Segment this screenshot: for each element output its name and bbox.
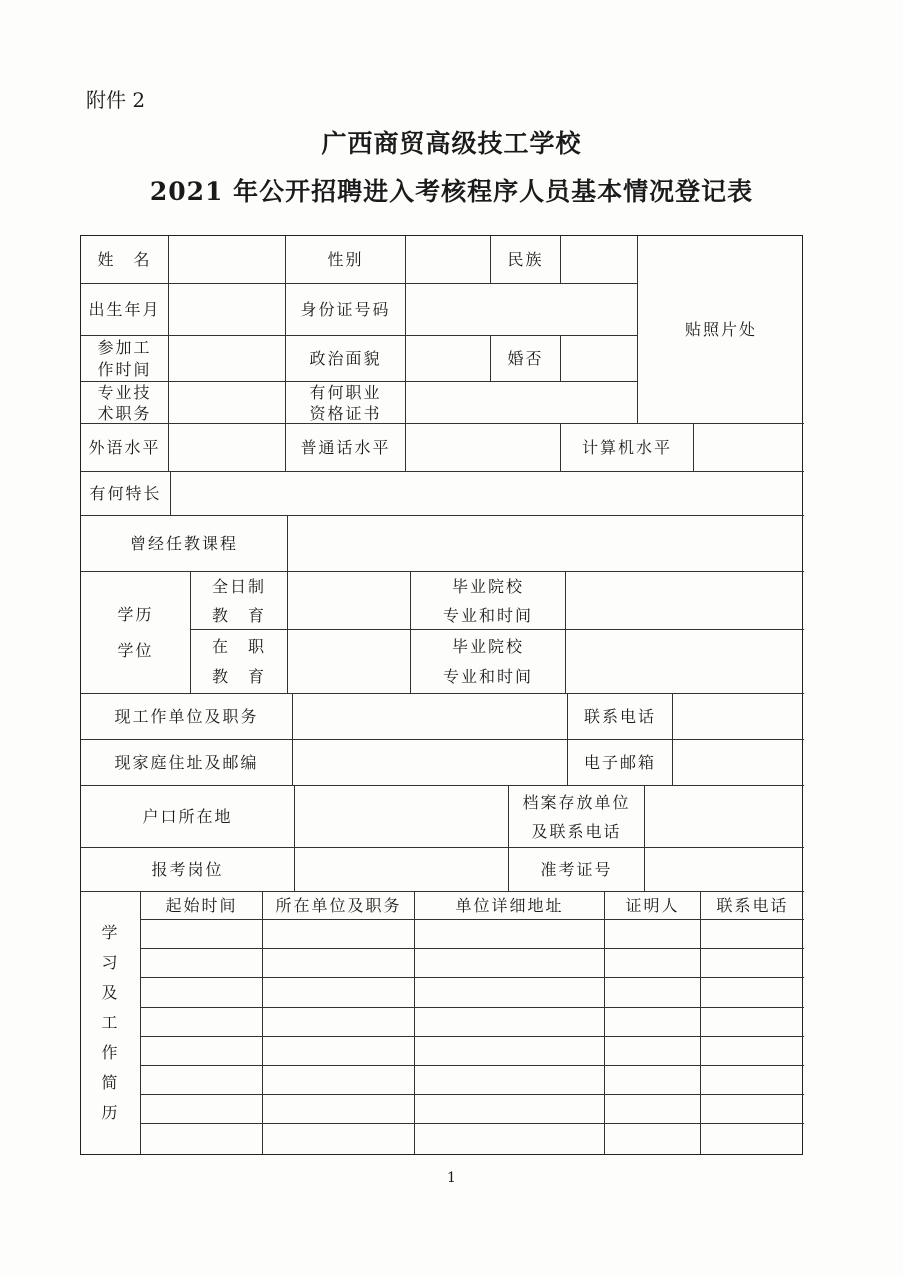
field-mandarin[interactable] [406, 424, 561, 472]
label-archive [509, 786, 645, 848]
resume-header-address: 单位详细地址 [415, 892, 605, 920]
label-resume [81, 892, 141, 1154]
field-inservice-school[interactable] [566, 630, 804, 694]
label-certificate-line2: 资格证书 [309, 403, 382, 423]
field-birth[interactable] [169, 284, 286, 336]
resume-cell[interactable] [415, 1037, 605, 1066]
resume-header-start-time: 起始时间 [141, 892, 263, 920]
field-position[interactable] [295, 848, 509, 892]
attachment-label: 附件 2 [86, 88, 146, 112]
resume-cell[interactable] [701, 1124, 804, 1154]
resume-char: 习 [101, 953, 120, 972]
label-courses: 曾经任教课程 [81, 516, 288, 572]
field-archive[interactable] [645, 786, 804, 848]
field-political[interactable] [406, 336, 491, 382]
label-certificate [286, 382, 406, 424]
label-gender: 性别 [286, 236, 406, 284]
resume-cell[interactable] [415, 1095, 605, 1124]
label-work-start [81, 336, 169, 382]
resume-cell[interactable] [701, 1037, 804, 1066]
label-fulltime-school [411, 572, 566, 630]
field-inservice-education[interactable] [288, 630, 411, 694]
resume-cell[interactable] [415, 1008, 605, 1037]
resume-cell[interactable] [605, 920, 701, 949]
label-inservice-school-line2: 专业和时间 [442, 666, 533, 686]
label-email: 电子邮箱 [568, 740, 673, 786]
label-archive-line1: 档案存放单位 [522, 792, 631, 812]
label-inservice-school-line1: 毕业院校 [451, 636, 524, 656]
resume-cell[interactable] [701, 1008, 804, 1037]
field-certificate[interactable] [406, 382, 638, 424]
resume-cell[interactable] [263, 1037, 415, 1066]
label-hukou: 户口所在地 [81, 786, 295, 848]
label-employer: 现工作单位及职务 [81, 694, 293, 740]
photo-label: 贴照片处 [684, 320, 757, 339]
label-certificate-line1: 有何职业 [309, 382, 382, 402]
resume-cell[interactable] [605, 1124, 701, 1154]
label-work-start-line2: 作时间 [97, 359, 152, 379]
field-courses[interactable] [288, 516, 804, 572]
label-inservice-line2: 教 育 [211, 666, 266, 686]
resume-cell[interactable] [605, 1066, 701, 1095]
label-position: 报考岗位 [81, 848, 295, 892]
label-specialty: 有何特长 [81, 472, 171, 516]
label-inservice [191, 630, 288, 694]
field-name[interactable] [169, 236, 286, 284]
field-marital[interactable] [561, 336, 638, 382]
resume-char: 及 [101, 983, 120, 1002]
resume-char: 工 [101, 1013, 120, 1032]
registration-form-table [80, 235, 803, 1155]
resume-cell[interactable] [141, 1066, 263, 1095]
label-address: 现家庭住址及邮编 [81, 740, 293, 786]
label-fulltime [191, 572, 288, 630]
label-archive-line2: 及联系电话 [531, 821, 622, 841]
label-mandarin: 普通话水平 [286, 424, 406, 472]
resume-header-witness: 证明人 [605, 892, 701, 920]
label-fulltime-line1: 全日制 [211, 576, 266, 596]
resume-cell[interactable] [605, 978, 701, 1007]
label-name: 姓 名 [81, 236, 169, 284]
resume-cell[interactable] [415, 1124, 605, 1154]
resume-cell[interactable] [263, 1124, 415, 1154]
field-email[interactable] [673, 740, 804, 786]
field-computer[interactable] [694, 424, 804, 472]
resume-cell[interactable] [141, 1008, 263, 1037]
resume-cell[interactable] [141, 978, 263, 1007]
resume-cell[interactable] [701, 1095, 804, 1124]
resume-cell[interactable] [263, 1008, 415, 1037]
resume-cell[interactable] [605, 949, 701, 978]
resume-cell[interactable] [141, 1124, 263, 1154]
resume-cell[interactable] [701, 949, 804, 978]
resume-char: 简 [101, 1073, 120, 1092]
resume-cell[interactable] [605, 1037, 701, 1066]
resume-cell[interactable] [141, 920, 263, 949]
label-education-line1: 学历 [117, 604, 154, 624]
resume-header-phone: 联系电话 [701, 892, 804, 920]
resume-char: 历 [101, 1103, 120, 1122]
field-fulltime-school[interactable] [566, 572, 804, 630]
field-exam-number[interactable] [645, 848, 804, 892]
field-employer[interactable] [293, 694, 568, 740]
label-inservice-school [411, 630, 566, 694]
resume-cell[interactable] [701, 920, 804, 949]
page-number: 1 [447, 1170, 456, 1186]
photo-area[interactable] [638, 236, 804, 424]
field-ethnicity[interactable] [561, 236, 638, 284]
label-foreign-language: 外语水平 [81, 424, 169, 472]
field-id-number[interactable] [406, 284, 638, 336]
resume-cell[interactable] [263, 949, 415, 978]
label-fulltime-line2: 教 育 [211, 605, 266, 625]
label-tech-title-line2: 术职务 [97, 403, 152, 423]
label-phone: 联系电话 [568, 694, 673, 740]
resume-cell[interactable] [141, 949, 263, 978]
label-tech-title-line1: 专业技 [97, 382, 152, 402]
field-gender[interactable] [406, 236, 491, 284]
resume-cell[interactable] [605, 1008, 701, 1037]
resume-cell[interactable] [263, 978, 415, 1007]
field-tech-title[interactable] [169, 382, 286, 424]
label-exam-number: 准考证号 [509, 848, 645, 892]
label-tech-title [81, 382, 169, 424]
resume-cell[interactable] [415, 978, 605, 1007]
label-marital: 婚否 [491, 336, 561, 382]
label-fulltime-school-line2: 专业和时间 [442, 605, 533, 625]
label-ethnicity: 民族 [491, 236, 561, 284]
field-work-start[interactable] [169, 336, 286, 382]
resume-cell[interactable] [263, 1095, 415, 1124]
resume-cell[interactable] [415, 1066, 605, 1095]
resume-char: 学 [101, 923, 120, 942]
resume-cell[interactable] [415, 949, 605, 978]
label-id-number: 身份证号码 [286, 284, 406, 336]
field-hukou[interactable] [295, 786, 509, 848]
resume-header-employer: 所在单位及职务 [263, 892, 415, 920]
resume-cell[interactable] [141, 1037, 263, 1066]
field-phone[interactable] [673, 694, 804, 740]
resume-cell[interactable] [701, 1066, 804, 1095]
resume-cell[interactable] [263, 920, 415, 949]
resume-cell[interactable] [263, 1066, 415, 1095]
label-birth: 出生年月 [81, 284, 169, 336]
field-specialty[interactable] [171, 472, 804, 516]
field-address[interactable] [293, 740, 568, 786]
label-computer: 计算机水平 [561, 424, 694, 472]
resume-cell[interactable] [701, 978, 804, 1007]
label-fulltime-school-line1: 毕业院校 [451, 576, 524, 596]
form-title: 2021 年公开招聘进入考核程序人员基本情况登记表 [149, 177, 754, 206]
field-foreign-language[interactable] [169, 424, 286, 472]
label-education [81, 572, 191, 694]
school-name: 广西商贸高级技工学校 [321, 129, 582, 158]
label-work-start-line1: 参加工 [97, 337, 152, 357]
label-education-line2: 学位 [117, 640, 154, 660]
resume-cell[interactable] [141, 1095, 263, 1124]
resume-cell[interactable] [605, 1095, 701, 1124]
resume-cell[interactable] [415, 920, 605, 949]
label-inservice-line1: 在 职 [211, 636, 266, 656]
field-fulltime-education[interactable] [288, 572, 411, 630]
resume-char: 作 [101, 1043, 120, 1062]
label-political: 政治面貌 [286, 336, 406, 382]
